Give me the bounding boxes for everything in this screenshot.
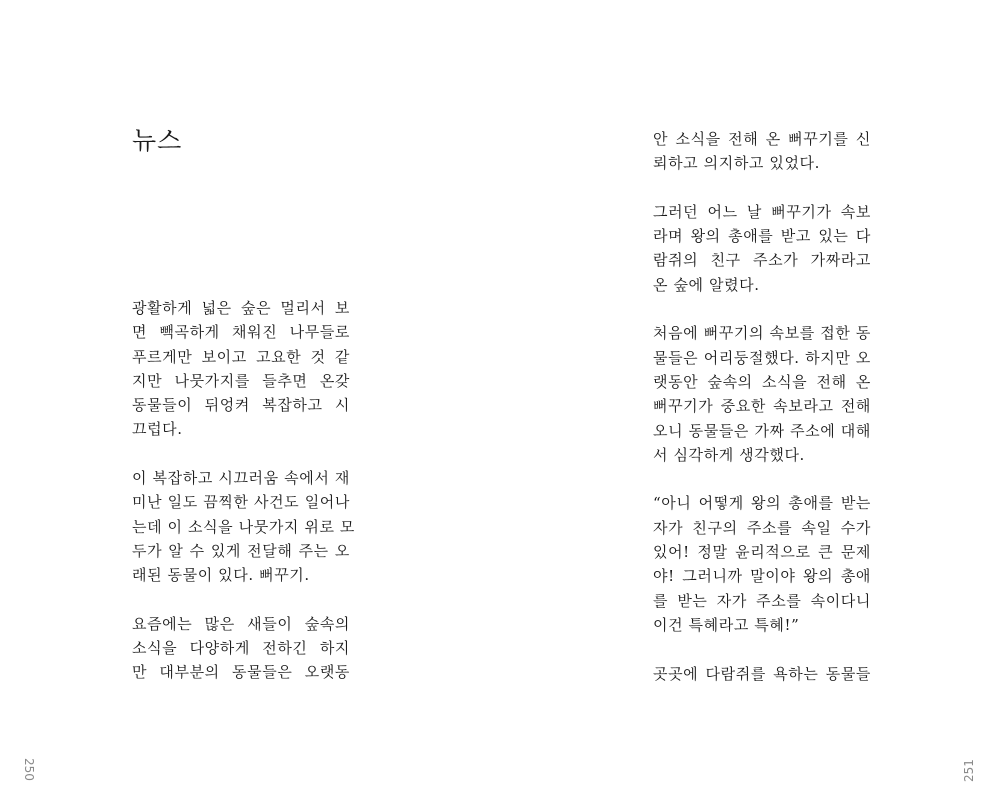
- left-page-body: [132, 296, 356, 685]
- text-line: 처음에 뻐꾸기의 속보를 접한 동: [653, 324, 871, 343]
- text-line: 물들은 어리둥절했다. 하지만 오: [653, 348, 871, 367]
- paragraph-gap: [132, 588, 350, 612]
- text-line: 오니 동물들은 가짜 주소에 대해: [653, 421, 871, 440]
- text-line: 미난 일도 끔찍한 사건도 일어나: [132, 493, 350, 512]
- text-line: “아니 어떻게 왕의 총애를 받는: [653, 494, 871, 513]
- chapter-title: 뉴스: [132, 126, 183, 155]
- page-number-right: 251: [962, 759, 976, 782]
- paragraph: [132, 296, 350, 442]
- right-page-body: [653, 127, 871, 686]
- text-line: 야! 그러니까 말이야 왕의 총애: [653, 567, 871, 586]
- paragraph-gap: [653, 176, 871, 200]
- paragraph-gap: [653, 467, 871, 491]
- text-line: 그러던 어느 날 뻐꾸기가 속보: [653, 202, 871, 221]
- text-line: 라며 왕의 총애를 받고 있는 다: [653, 227, 871, 246]
- text-line: 람쥐의 친구 주소가 가짜라고: [653, 251, 871, 270]
- paragraph-gap: [653, 297, 871, 321]
- text-line: 곳곳에 다람쥐를 욕하는 동물들: [653, 664, 871, 683]
- text-line: 면 빽곡하게 채워진 나무들로: [132, 323, 350, 342]
- paragraph: [653, 321, 871, 467]
- text-line: 있어! 정말 윤리적으로 큰 문제: [653, 543, 871, 562]
- text-line: 자가 친구의 주소를 속일 수가: [653, 518, 871, 537]
- text-line: 두가 알 수 있게 전달해 주는 오: [132, 541, 350, 560]
- paragraph: [132, 612, 350, 685]
- text-line: 이 복잡하고 시끄러움 속에서 재: [132, 469, 350, 488]
- paragraph: [653, 200, 871, 297]
- text-line: 안 소식을 전해 온 뻐꾸기를 신: [653, 130, 871, 148]
- paragraph: [653, 127, 871, 176]
- text-line: 서 심각하게 생각했다.: [653, 445, 805, 464]
- text-line: 소식을 다양하게 전하긴 하지: [132, 639, 350, 658]
- paragraph: [132, 466, 356, 587]
- text-line: 동물들이 뒤엉켜 복잡하고 시: [132, 396, 350, 415]
- text-line: 이건 특혜라고 특혜!”: [653, 615, 800, 634]
- text-line: 는데 이 소식을 나뭇가지 위로 모: [132, 517, 356, 536]
- text-line: 만 대부분의 동물들은 오랫동: [132, 663, 350, 682]
- page-number-left: 250: [22, 758, 36, 781]
- paragraph: [653, 491, 871, 637]
- paragraph: [653, 662, 871, 686]
- text-line: 온 숲에 알렸다.: [653, 275, 760, 294]
- text-line: 요즘에는 많은 새들이 숲속의: [132, 614, 350, 633]
- right-page: [500, 0, 1000, 811]
- text-line: 끄럽다.: [132, 420, 183, 439]
- text-line: 광활하게 넓은 숲은 멀리서 보: [132, 299, 350, 317]
- text-line: 지만 나뭇가지를 들추면 온갖: [132, 371, 350, 390]
- text-line: 랫동안 숲속의 소식을 전해 온: [653, 372, 871, 391]
- paragraph-gap: [132, 442, 350, 466]
- text-line: 를 받는 자가 주소를 속이다니: [653, 591, 871, 610]
- text-line: 푸르게만 보이고 고요한 것 같: [132, 347, 350, 366]
- text-line: 래된 동물이 있다. 뻐꾸기.: [132, 566, 310, 585]
- paragraph-gap: [653, 637, 871, 661]
- text-line: 뢰하고 의지하고 있었다.: [653, 154, 821, 173]
- text-line: 뻐꾸기가 중요한 속보라고 전해: [653, 397, 871, 416]
